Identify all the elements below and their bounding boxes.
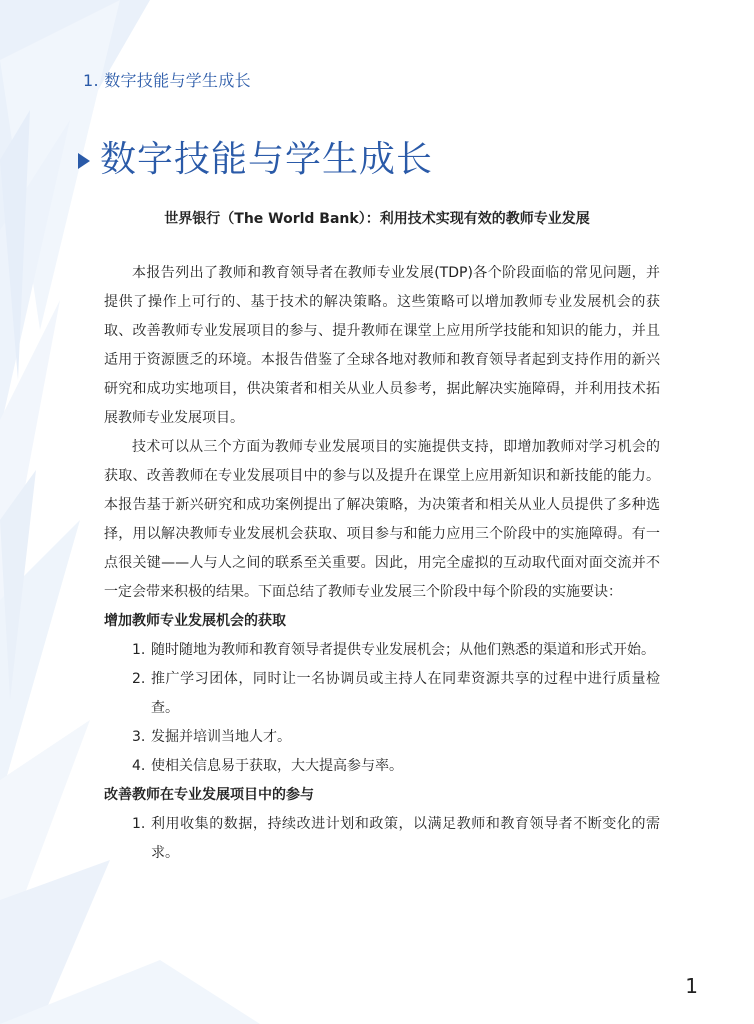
section-heading: 改善教师在专业发展项目中的参与	[104, 787, 314, 803]
list-item	[104, 636, 660, 665]
list-item-text: 推广学习团体，同时让一名协调员或主持人在同辈资源共享的过程中进行质量检查。	[151, 671, 660, 716]
section-heading: 增加教师专业发展机会的获取	[104, 613, 286, 629]
list-number: 3.	[132, 729, 146, 745]
list-item	[104, 665, 660, 723]
list-item	[104, 723, 660, 752]
list-number: 4.	[132, 758, 146, 774]
section-title	[78, 138, 433, 182]
body-text	[104, 259, 660, 868]
page-title: 数字技能与学生成长	[100, 139, 434, 180]
triangle-bullet-icon	[78, 153, 90, 169]
page-number: 1	[685, 974, 698, 998]
list-item-text: 使相关信息易于获取，大大提高参与率。	[151, 758, 403, 774]
numbered-list	[104, 636, 660, 781]
numbered-list	[104, 810, 660, 868]
list-item-text: 发掘并培训当地人才。	[151, 729, 291, 745]
list-item	[104, 752, 660, 781]
article-subtitle: 世界银行（The World Bank）：利用技术实现有效的教师专业发展	[164, 211, 590, 227]
paragraph: 技术可以从三个方面为教师专业发展项目的实施提供支持，即增加教师对学习机会的获取、改善教师在专业发展项目中的参与以及提升在课堂上应用新知识和新技能的能力。本报告基于新兴研究和成功案例提出了解决策略，为决策者和相关从业人员提供了多种选择，用以解决教师专业发展机会获取、项目参与和能力应用三个阶段中的实施障碍。有一点很关键——人与人之间的联系至关重要。因此，用完全虚拟的互动取代面对面交流并不一定会带来积极的结果。下面总结了教师专业发展三个阶段中每个阶段的实施要诀：	[104, 439, 660, 600]
list-number: 1.	[132, 642, 146, 658]
list-item	[104, 810, 660, 868]
list-number: 2.	[132, 671, 146, 687]
list-item-text: 利用收集的数据，持续改进计划和政策，以满足教师和教育领导者不断变化的需求。	[151, 816, 660, 861]
list-number: 1.	[132, 816, 146, 832]
running-head: 1. 数字技能与学生成长	[83, 71, 251, 90]
list-item-text: 随时随地为教师和教育领导者提供专业发展机会；从他们熟悉的渠道和形式开始。	[151, 642, 655, 658]
paragraph: 本报告列出了教师和教育领导者在教师专业发展(TDP)各个阶段面临的常见问题，并提供了操作上可行的、基于技术的解决策略。这些策略可以增加教师专业发展机会的获取、改善教师专业发展项目的参与、提升教师在课堂上应用所学技能和知识的能力，并且适用于资源匮乏的环境。本报告借鉴了全球各地对教师和教育领导者起到支持作用的新兴研究和成功实地项目，供决策者和相关从业人员参考，据此解决实施障碍，并利用技术拓展教师专业发展项目。	[104, 265, 660, 426]
